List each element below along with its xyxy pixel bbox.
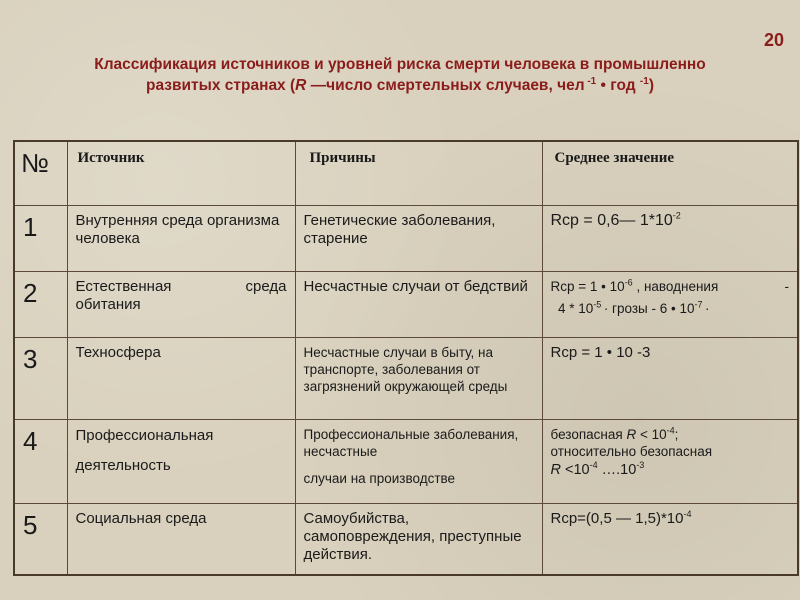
row-number: 5 (14, 503, 67, 575)
row-source: Внутренняя среда организма человека (67, 205, 295, 271)
table-row (14, 419, 798, 503)
title-line-1: Классификация источников и уровней риска смерти человека в промышленно (94, 56, 706, 73)
row-cause: Самоубийства, самоповреждения, преступные действия. (295, 503, 542, 575)
row-average: Rср=(0,5 — $1,5)*10^{-4}$ (542, 503, 798, 575)
row-number: 3 (14, 337, 67, 419)
row-cause: Профессиональные заболевания, несчастные случаи на производстве (295, 419, 542, 503)
row-cause: Несчастные случаи от бедствий (295, 271, 542, 337)
table-row (14, 503, 798, 575)
row-source: Техносфера (67, 337, 295, 419)
row-cause: Несчастные случаи в быту, на транспорте, заболевания от загрязнений окружающей среды (295, 337, 542, 419)
row-source: Профессиональная деятельность (67, 419, 295, 503)
slide-title (40, 54, 760, 96)
table-header-row (14, 141, 798, 205)
title-line-2: развитых странах (R —число смертельных случаев, чел $^{-1}$ • год $^{-1}$) (145, 75, 654, 94)
table-row (14, 271, 798, 337)
row-source: Естественная среда обитания (67, 271, 295, 337)
table-row (14, 205, 798, 271)
table-row (14, 337, 798, 419)
row-cause: Генетические заболевания, старение (295, 205, 542, 271)
row-average: Rср = 1 • 10 -3 (542, 337, 798, 419)
row-average: Rср = 0,6— $1*10^{-2}$ (542, 205, 798, 271)
row-average: безопасная $R < 10^{-4}$; относительно безопасная $R <10^{-4}$ $\dots.10^{-3}$ (542, 419, 798, 503)
header-causes: Причины (295, 141, 542, 205)
row-number: 2 (14, 271, 67, 337)
row-number: 1 (14, 205, 67, 271)
row-average: Rср = 1 • $10^{-6}$ , наводнения - $4 * 10^{-5}$ · грозы - 6 • $10^{-7}$ · (542, 271, 798, 337)
header-average: Среднее значение (542, 141, 798, 205)
row-number: 4 (14, 419, 67, 503)
page-number: 20 (764, 30, 785, 50)
risk-table (13, 140, 799, 576)
row-source: Социальная среда (67, 503, 295, 575)
header-number: № (14, 141, 67, 205)
header-source: Источник (67, 141, 295, 205)
